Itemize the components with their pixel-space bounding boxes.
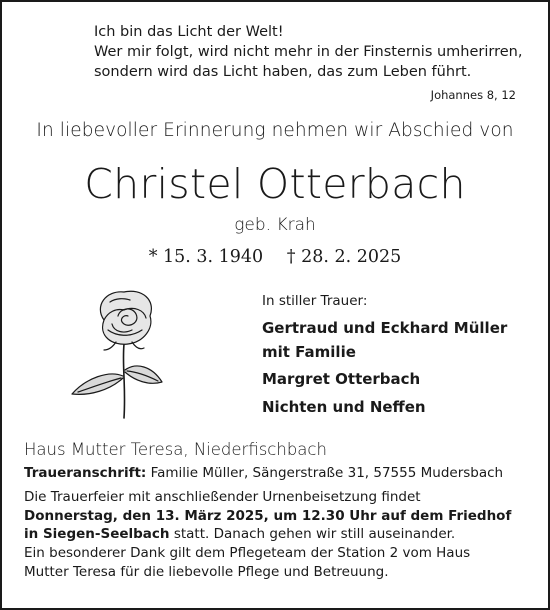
- mourner-group-1: [262, 316, 507, 364]
- maiden-name: geb. Krah: [234, 215, 316, 235]
- ceremony-line-1: Die Trauerfeier mit anschließender Urnenbeisetzung findet: [24, 489, 421, 505]
- mourner-group-3: Nichten und Neffen: [262, 398, 426, 416]
- ceremony-date: Donnerstag, den 13. März 2025, um 12.30 Uhr auf dem Friedhof: [24, 507, 512, 524]
- verse-line-2: Wer mir folgt, wird nicht mehr in der Finsternis umherirren,: [94, 44, 523, 60]
- death-date: † 28. 2. 2025: [286, 247, 402, 267]
- address-value: Familie Müller, Sängerstraße 31, 57555 Mudersbach: [146, 465, 504, 481]
- ceremony-place: in Siegen-Seelbach: [24, 526, 170, 542]
- ceremony-line-2: [24, 507, 511, 526]
- address-label: Traueranschrift:: [24, 465, 147, 481]
- residence: Haus Mutter Teresa, Niederfischbach: [24, 440, 327, 459]
- mourner-name: mit Familie: [262, 343, 356, 361]
- mourners-label: In stiller Trauer:: [262, 293, 368, 309]
- deceased-name: Christel Otterbach: [84, 160, 466, 208]
- birth-date: * 15. 3. 1940: [148, 247, 264, 267]
- ceremony-info: [24, 488, 511, 544]
- life-dates: [2, 247, 548, 267]
- mourner-name: Gertraud und Eckhard Müller: [262, 319, 508, 337]
- verse-line-3: sondern wird das Licht haben, das zum Leben führt.: [94, 64, 472, 80]
- verse-line-1: Ich bin das Licht der Welt!: [94, 24, 284, 40]
- thanks-line-1: Ein besonderer Dank gilt dem Pflegeteam der Station 2 vom Haus: [24, 545, 471, 561]
- bible-verse: [94, 22, 522, 82]
- mourner-group-2: Margret Otterbach: [262, 370, 421, 388]
- ceremony-rest: statt. Danach gehen wir still auseinander.: [169, 526, 456, 542]
- rose-icon: [64, 286, 174, 426]
- intro-text: In liebevoller Erinnerung nehmen wir Abschied von: [36, 120, 514, 141]
- verse-source: Johannes 8, 12: [430, 88, 516, 102]
- thanks-line-2: Mutter Teresa für die liebevolle Pflege und Betreuung.: [24, 563, 389, 580]
- ceremony-line-3: [24, 525, 511, 544]
- thanks-note: [24, 544, 470, 581]
- mourning-address: [24, 464, 503, 483]
